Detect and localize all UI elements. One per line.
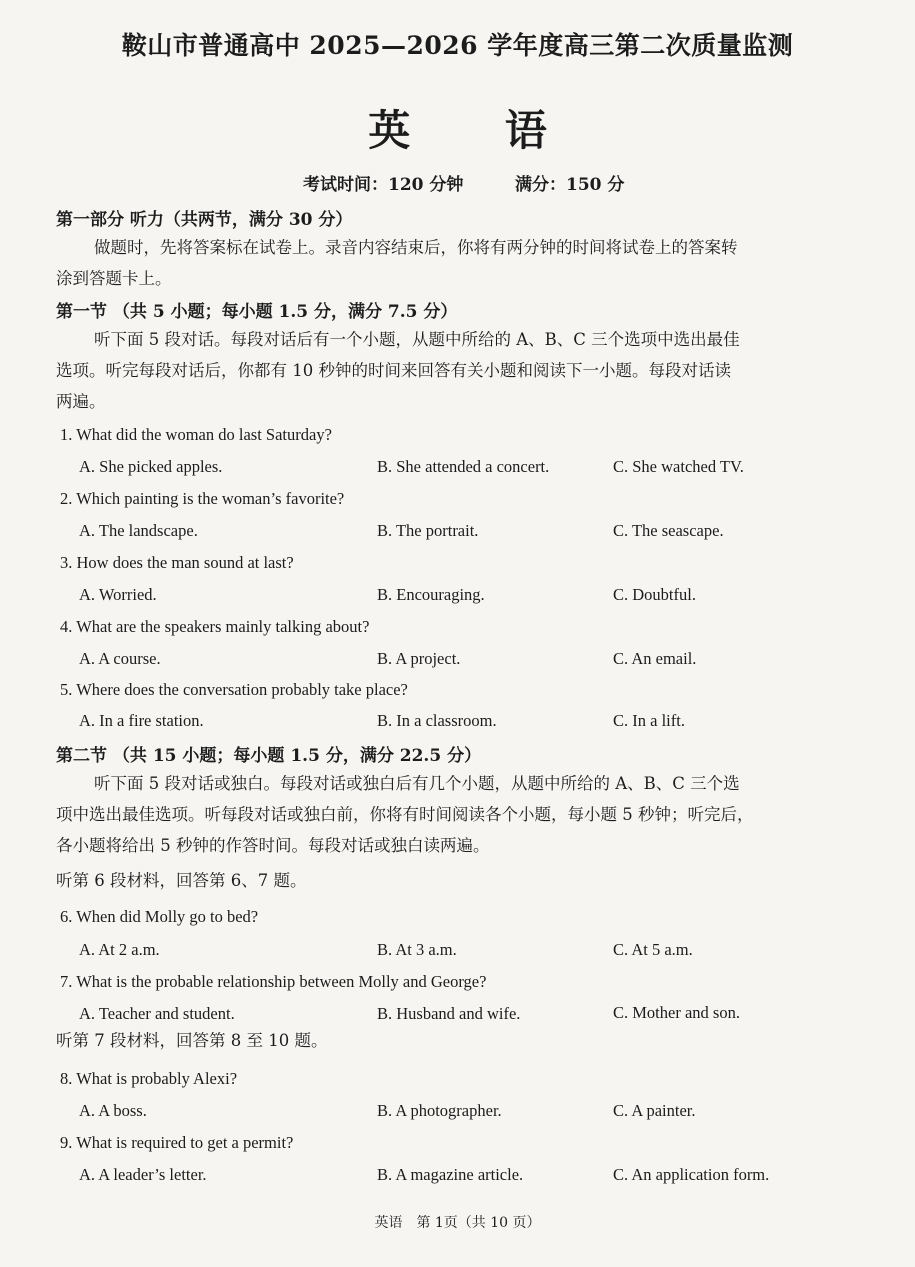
option-b: B. In a classroom. [377, 711, 497, 730]
option-b: B. A project. [377, 649, 461, 668]
question-stem: 3. How does the man sound at last? [60, 553, 294, 572]
section1-heading: 第一节 （共 5 小题；每小题 1.5 分，满分 7.5 分） [56, 302, 458, 322]
material-7-note [56, 1025, 871, 1056]
instruction-line: 项中选出最佳选项。听每段对话或独白前，你将有时间阅读各个小题，每小题 5 秒钟；听完后， [56, 805, 754, 824]
part1-heading: 第一部分 听力（共两节，满分 30 分） [56, 210, 353, 230]
question-stem: 8. What is probably Alexi? [60, 1069, 238, 1088]
option-c: C. An application form. [613, 1165, 770, 1184]
option-a: A. Teacher and student. [79, 1004, 235, 1023]
option-a: A. In a fire station. [79, 711, 204, 730]
option-c: C. An email. [613, 649, 697, 668]
option-b: B. At 3 a.m. [377, 940, 457, 959]
question-stem: 1. What did the woman do last Saturday? [60, 425, 332, 444]
option-b: B. A magazine article. [377, 1165, 524, 1184]
option-a: A. At 2 a.m. [79, 940, 160, 959]
page-footer: 英语 第 1页（共 10 页） [374, 1215, 541, 1231]
option-a: A. The landscape. [79, 521, 198, 540]
option-a: A. Worried. [79, 585, 157, 604]
material-6-note [56, 865, 871, 896]
subject-title: 英 语 [368, 106, 587, 155]
option-c: C. Doubtful. [613, 585, 696, 604]
option-b: B. Husband and wife. [377, 1004, 521, 1023]
option-c: C. A painter. [613, 1101, 696, 1120]
section1-instructions [56, 324, 871, 417]
option-c: C. Mother and son. [613, 1003, 740, 1022]
section2-heading: 第二节 （共 15 小题；每小题 1.5 分，满分 22.5 分） [56, 746, 482, 766]
exam-title: 鞍山市普通高中 2025—2026 学年度高三第二次质量监测 [121, 31, 794, 60]
instruction-line: 听下面 5 段对话。每段对话后有一个小题，从题中所给的 A、B、C 三个选项中选出最佳 [94, 330, 740, 349]
instruction-line: 各小题将给出 5 秒钟的作答时间。每段对话或独白读两遍。 [56, 836, 490, 855]
question-stem: 9. What is required to get a permit? [60, 1133, 294, 1152]
option-c: C. In a lift. [613, 711, 685, 730]
instruction-line: 涂到答题卡上。 [56, 269, 172, 288]
option-c: C. The seascape. [613, 521, 724, 540]
question-stem: 4. What are the speakers mainly talking about? [60, 617, 370, 636]
part1-instructions [56, 232, 871, 294]
option-b: B. The portrait. [377, 521, 479, 540]
instruction-line: 选项。听完每段对话后，你都有 10 秒钟的时间来回答有关小题和阅读下一小题。每段对话读 [56, 361, 731, 380]
instruction-line: 听下面 5 段对话或独白。每段对话或独白后有几个小题，从题中所给的 A、B、C 三个选 [94, 774, 740, 793]
exam-time: 考试时间：120 分钟 [303, 175, 464, 195]
option-b: B. Encouraging. [377, 585, 485, 604]
question-stem: 5. Where does the conversation probably take place? [60, 680, 408, 699]
option-a: A. A course. [79, 649, 161, 668]
option-a: A. She picked apples. [79, 457, 223, 476]
option-a: A. A boss. [79, 1101, 147, 1120]
instruction-line: 两遍。 [56, 392, 106, 411]
option-c: C. She watched TV. [613, 457, 744, 476]
question-stem: 7. What is the probable relationship between Molly and George? [60, 972, 487, 991]
material-line: 听第 6 段材料，回答第 6、7 题。 [56, 871, 307, 890]
option-b: B. She attended a concert. [377, 457, 550, 476]
option-c: C. At 5 a.m. [613, 940, 693, 959]
section2-instructions [56, 768, 871, 861]
instruction-line: 做题时，先将答案标在试卷上。录音内容结束后，你将有两分钟的时间将试卷上的答案转 [94, 238, 738, 257]
option-a: A. A leader’s letter. [79, 1165, 207, 1184]
question-stem: 6. When did Molly go to bed? [60, 907, 259, 926]
option-b: B. A photographer. [377, 1101, 502, 1120]
material-line: 听第 7 段材料，回答第 8 至 10 题。 [56, 1031, 328, 1050]
full-score: 满分：150 分 [515, 175, 625, 195]
question-stem: 2. Which painting is the woman’s favorite? [60, 489, 345, 508]
